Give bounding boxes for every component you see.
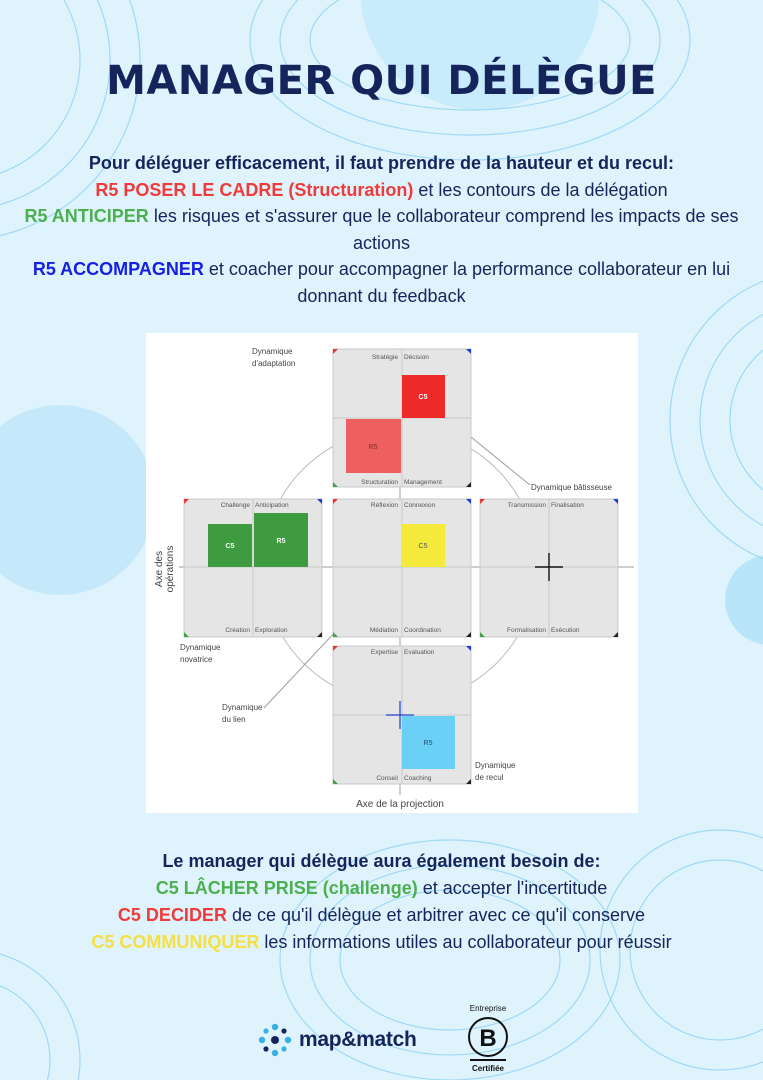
dyn-adaptation-line1: Dynamique <box>252 347 293 356</box>
dyn-novatrice-line2: novatrice <box>180 655 213 664</box>
left-bl-label: Création <box>225 627 250 634</box>
top-tr-label: Décision <box>404 354 429 361</box>
bcorp-top-text: Entreprise <box>469 1004 507 1013</box>
outro-lead: Le manager qui délègue aura également besoin de: <box>162 851 601 871</box>
map-match-icon <box>257 1022 293 1058</box>
axis-operations-line2: opérations <box>165 545 176 593</box>
center-bl-label: Médiation <box>369 627 398 634</box>
outro-line-3-rest: les informations utiles au collaborateur pour réussir <box>259 932 672 952</box>
bcorp-bottom-text: Certifiée <box>471 1064 504 1073</box>
outro-text <box>20 848 743 956</box>
top-c-label: C5 <box>418 394 428 401</box>
bottom-r-label: R5 <box>423 740 433 747</box>
right-tr-label: Finalisation <box>551 502 584 509</box>
bottom-br-label: Coaching <box>404 775 432 782</box>
page-title: MANAGER QUI DÉLÈGUE <box>106 58 657 104</box>
center-c-label: C5 <box>418 543 428 550</box>
intro-line-1-rest: et les contours de la délégation <box>413 179 668 200</box>
top-r-label: R5 <box>368 444 378 451</box>
axis-operations-line1: Axe des <box>154 550 165 588</box>
intro-line-2-highlight: R5 ANTICIPER <box>24 206 149 226</box>
outro-line-1 <box>20 875 743 902</box>
dyn-batisseuse: Dynamique bâtisseuse <box>531 483 612 492</box>
card-right <box>480 499 618 637</box>
dyn-adaptation-line2: d'adaptation <box>252 359 296 368</box>
card-center <box>333 499 471 637</box>
dyn-recul-line2: de recul <box>475 773 504 782</box>
intro-line-1-highlight: R5 POSER LE CADRE (Structuration) <box>95 179 414 200</box>
left-tr-label: Anticipation <box>255 502 289 509</box>
card-left <box>184 499 322 637</box>
dyn-lien-line1: Dynamique <box>222 703 263 712</box>
outro-line-2-rest: de ce qu'il délègue et arbitrer avec ce qu'il conserve <box>226 905 646 925</box>
top-tl-label: Stratégie <box>371 354 398 361</box>
center-tr-label: Connexion <box>404 502 436 509</box>
intro-line-3-rest: et coacher pour accompagner la performance collaborateur en lui donnant du feedback <box>203 259 731 306</box>
brand-name: map&match <box>299 1028 417 1051</box>
outro-line-3-highlight: C5 COMMUNIQUER <box>91 932 260 952</box>
bottom-tl-label: Expertise <box>370 649 398 656</box>
top-br-label: Management <box>404 479 442 486</box>
left-c-label: C5 <box>225 543 235 550</box>
intro-line-3 <box>20 256 743 309</box>
dyn-novatrice-line1: Dynamique <box>180 643 221 652</box>
outro-line-3 <box>20 929 743 956</box>
top-bl-label: Structuration <box>361 479 398 486</box>
left-r-label: R5 <box>276 538 286 545</box>
bottom-bl-label: Conseil <box>376 775 398 782</box>
intro-line-1 <box>20 177 743 204</box>
right-br-label: Exécution <box>551 627 580 634</box>
left-tl-label: Challenge <box>220 502 250 509</box>
delegation-diagram <box>146 333 638 813</box>
dyn-lien-line2: du lien <box>222 715 246 724</box>
outro-line-2-highlight: C5 DECIDER <box>117 905 227 925</box>
axis-projection-label: Axe de la projection <box>356 799 444 810</box>
bottom-tr-label: Evaluation <box>404 649 435 656</box>
outro-line-1-highlight: C5 LÂCHER PRISE (challenge) <box>155 878 418 898</box>
diagonal-batisseuse-line <box>466 433 530 485</box>
intro-line-3-highlight: R5 ACCOMPAGNER <box>32 259 204 279</box>
card-top <box>333 349 471 487</box>
right-tl-label: Transmission <box>507 502 546 509</box>
intro-text <box>20 150 743 309</box>
center-tl-label: Réflexion <box>370 502 398 509</box>
outro-line-1-rest: et accepter l'incertitude <box>417 878 608 898</box>
diagonal-link-line <box>264 631 336 708</box>
right-bl-label: Formalisation <box>506 627 546 634</box>
intro-lead: Pour déléguer efficacement, il faut prendre de la hauteur et du recul: <box>88 153 675 173</box>
center-br-label: Coordination <box>404 627 441 634</box>
outro-line-2 <box>20 902 743 929</box>
svg-text:B: B <box>479 1025 497 1052</box>
intro-line-2 <box>20 203 743 256</box>
dyn-recul-line1: Dynamique <box>475 761 516 770</box>
card-bottom <box>333 646 471 784</box>
bcorp-badge <box>458 1004 518 1074</box>
intro-line-2-rest: les risques et s'assurer que le collaborateur comprend les impacts de ses actions <box>148 206 739 253</box>
map-match-logo <box>257 1022 417 1058</box>
left-br-label: Exploration <box>255 627 288 634</box>
